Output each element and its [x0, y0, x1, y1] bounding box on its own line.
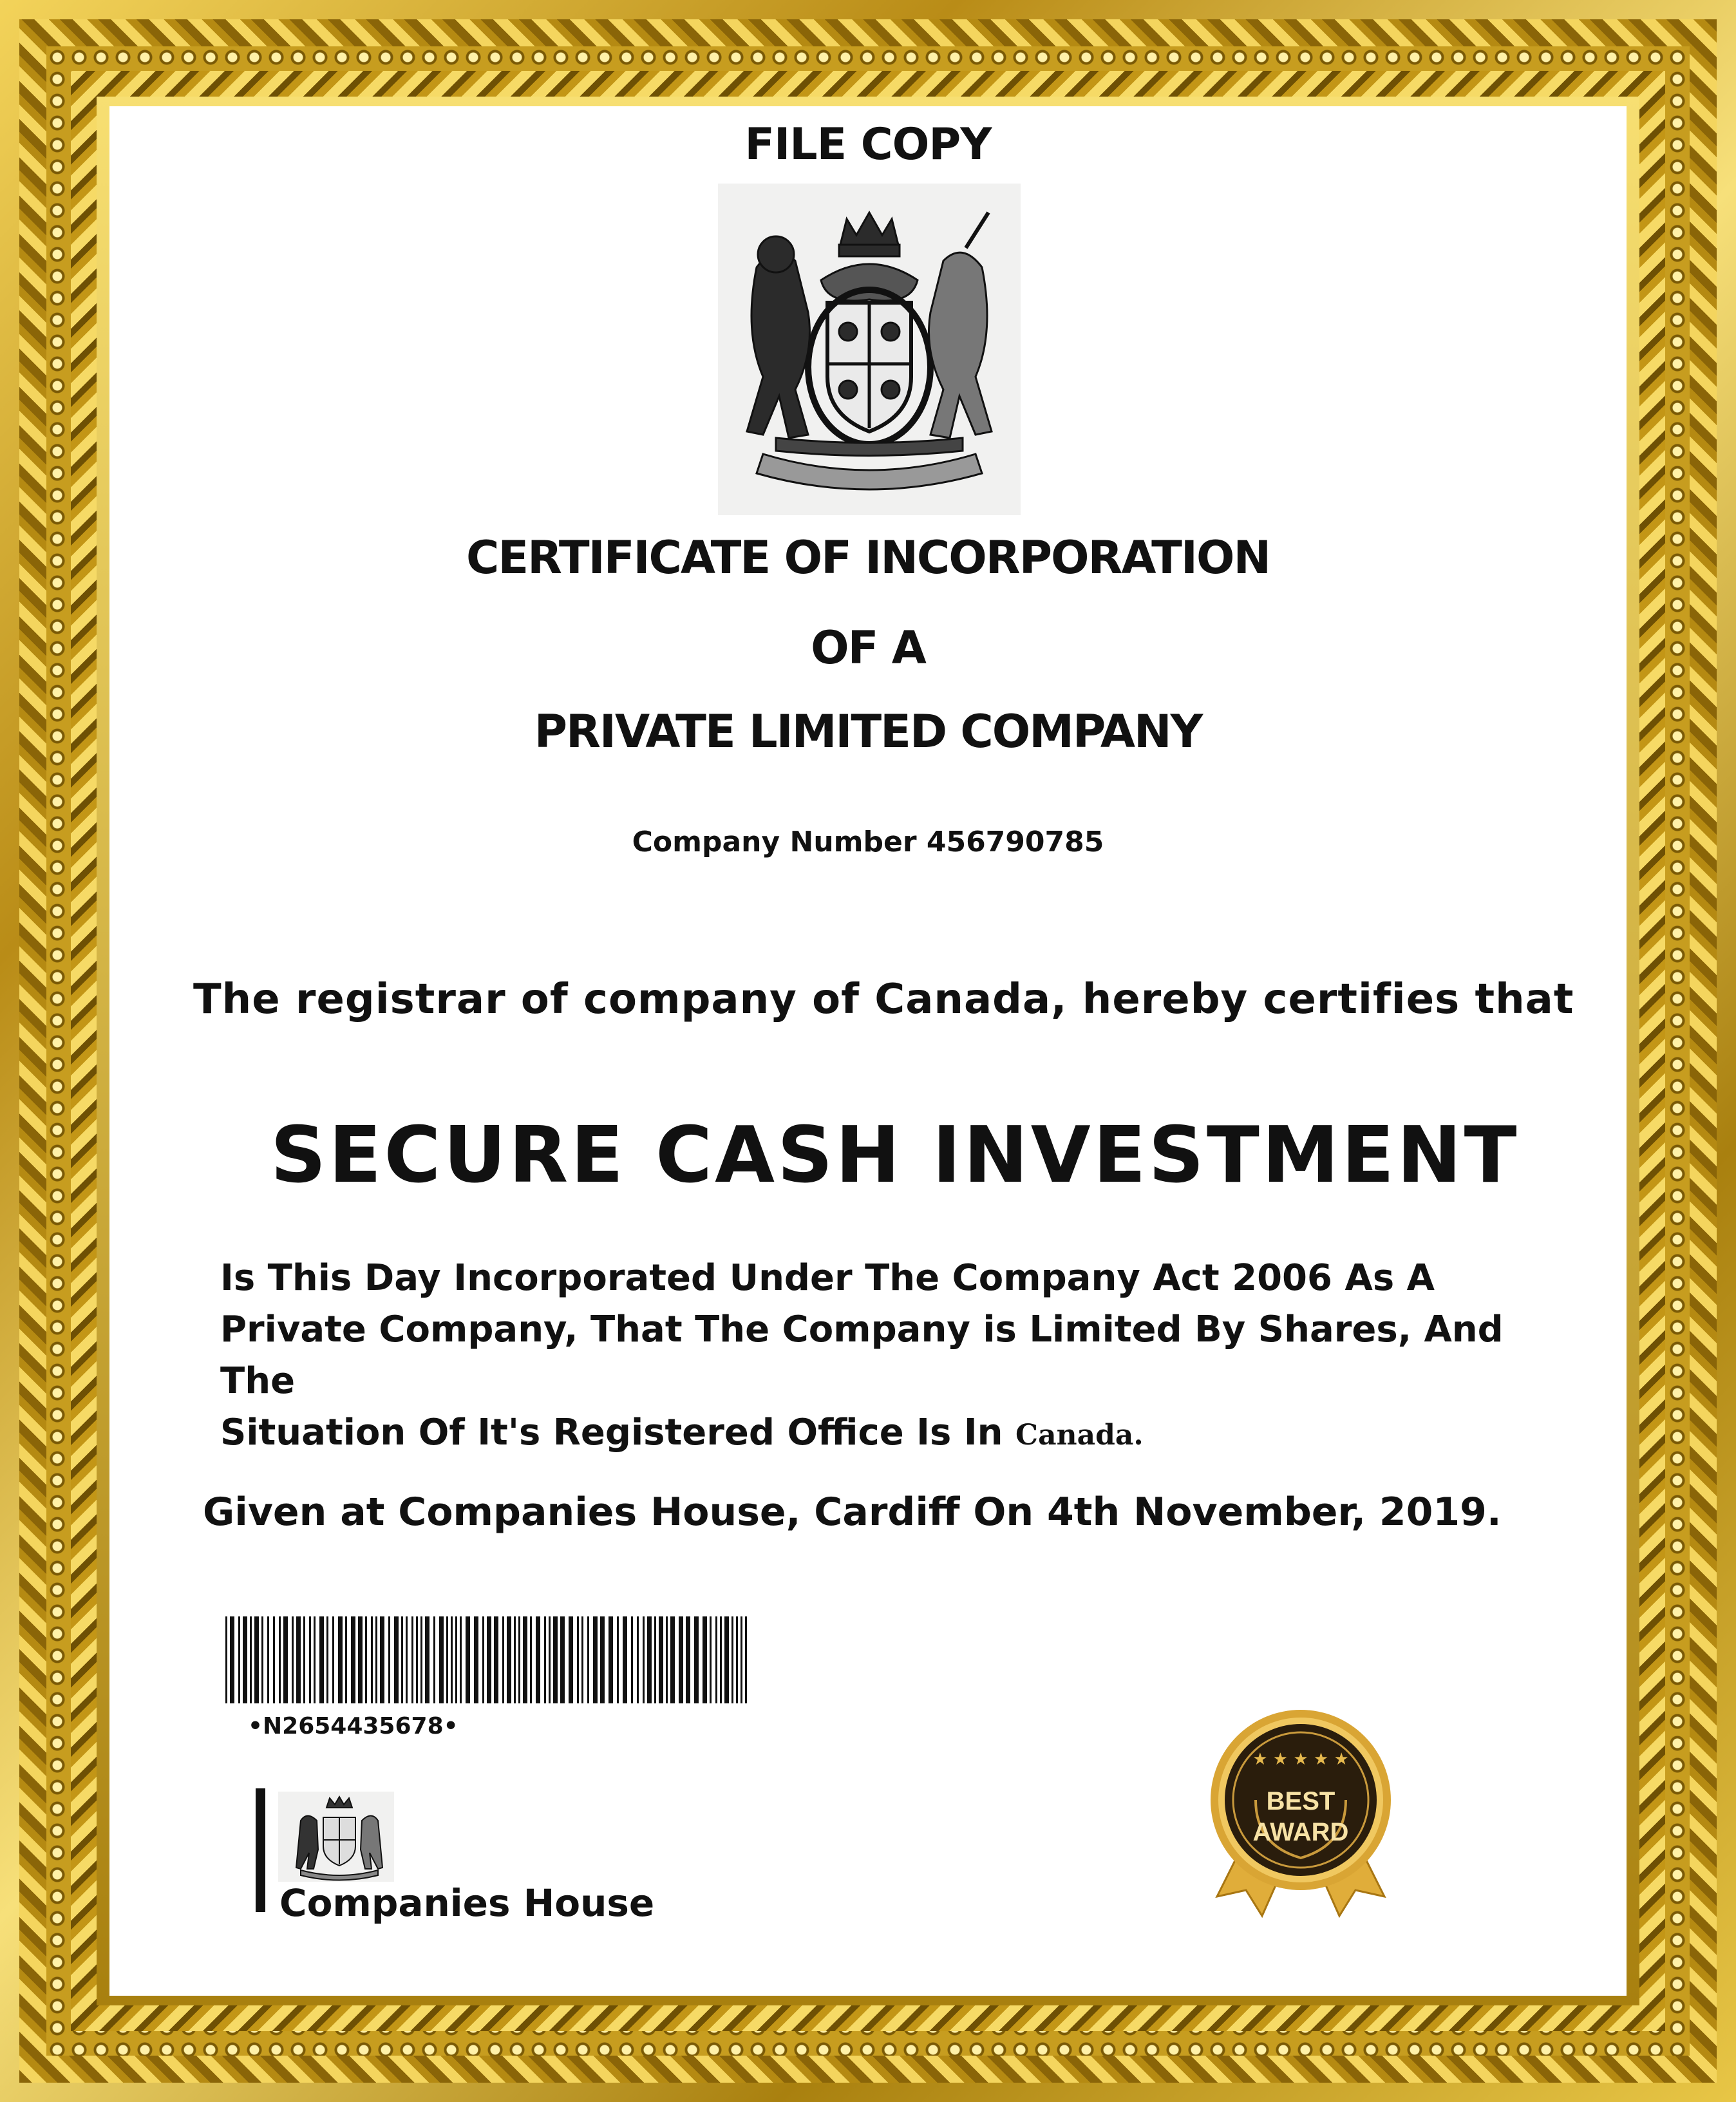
barcode-bar: [502, 1616, 504, 1703]
barcode-bar: [581, 1616, 583, 1703]
barcode-bar: [406, 1616, 408, 1703]
incorporation-line-3: [220, 1407, 1572, 1461]
barcode-bar: [238, 1616, 240, 1703]
barcode-bar: [720, 1616, 722, 1703]
barcode-bar: [631, 1616, 633, 1703]
barcode-bar: [319, 1616, 324, 1703]
barcode-bar: [593, 1616, 598, 1703]
barcode-bar: [451, 1616, 453, 1703]
incorporation-line-2: Private Company, That The Company is Limited By Shares, And The: [220, 1309, 1504, 1402]
certificate-title-line-1: CERTIFICATE OF INCORPORATION: [466, 531, 1270, 584]
barcode-bar: [623, 1616, 627, 1703]
barcode-bar: [345, 1616, 347, 1703]
barcode-bar: [715, 1616, 717, 1703]
barcode-bar: [243, 1616, 247, 1703]
barcode-bar: [686, 1616, 690, 1703]
barcode-bar: [225, 1616, 227, 1703]
certificate-title-line-2: OF A: [811, 621, 925, 674]
barcode-bar: [375, 1616, 377, 1703]
barcode-bar: [425, 1616, 429, 1703]
barcode-bar: [487, 1616, 491, 1703]
companies-house-divider: [256, 1788, 265, 1912]
svg-text:★ ★ ★ ★ ★: ★ ★ ★ ★ ★: [1252, 1750, 1349, 1769]
given-at-statement: Given at Companies House, Cardiff On 4th November, 2019.: [203, 1490, 1502, 1535]
barcode-bar: [433, 1616, 435, 1703]
company-number: Company Number 456790785: [632, 826, 1104, 858]
barcode-bar: [560, 1616, 565, 1703]
company-name: SECURE CASH INVESTMENT: [270, 1111, 1520, 1200]
barcode-bar: [670, 1616, 675, 1703]
barcode-bar: [326, 1616, 328, 1703]
barcode-bar: [380, 1616, 384, 1703]
barcode-bar: [292, 1616, 294, 1703]
barcode-bar: [679, 1616, 683, 1703]
incorporation-line-3-text: Situation Of It's Registered Office Is In: [220, 1412, 1016, 1453]
barcode-bar: [617, 1616, 619, 1703]
barcode-bar: [332, 1616, 334, 1703]
barcode-bar: [303, 1616, 305, 1703]
barcode-bar: [507, 1616, 511, 1703]
barcode-bar: [460, 1616, 462, 1703]
barcode-bar: [694, 1616, 699, 1703]
barcode-bar: [530, 1616, 532, 1703]
barcode-bar: [523, 1616, 527, 1703]
barcode-bar: [544, 1616, 546, 1703]
barcode-bar: [230, 1616, 234, 1703]
barcode-bar: [250, 1616, 252, 1703]
barcode-bar: [647, 1616, 652, 1703]
certificate-paper: [109, 106, 1627, 1996]
barcode-bar: [518, 1616, 520, 1703]
barcode-bar: [296, 1616, 301, 1703]
barcode-bar: [420, 1616, 422, 1703]
barcode-bar: [553, 1616, 558, 1703]
barcode-bar: [587, 1616, 589, 1703]
barcode-bar: [600, 1616, 605, 1703]
barcode-bar: [514, 1616, 516, 1703]
barcode-bar: [643, 1616, 645, 1703]
barcode-bar: [279, 1616, 281, 1703]
barcode-bar: [267, 1616, 269, 1703]
barcode-bar: [394, 1616, 399, 1703]
barcode-bar: [273, 1616, 275, 1703]
barcode-bar: [439, 1616, 444, 1703]
barcode-bar: [371, 1616, 373, 1703]
barcode-bar: [283, 1616, 288, 1703]
barcode-bar: [569, 1616, 573, 1703]
registrar-statement: The registrar of company of Canada, hereby certifies that: [193, 976, 1574, 1023]
incorporation-statement: [220, 1253, 1572, 1461]
barcode-number: •N2654435678•: [248, 1713, 458, 1739]
barcode-bar: [654, 1616, 656, 1703]
barcode-bar: [482, 1616, 484, 1703]
barcode-bar: [309, 1616, 311, 1703]
barcode-bar: [536, 1616, 540, 1703]
award-line-2: AWARD: [1252, 1818, 1349, 1846]
barcode-bar: [358, 1616, 363, 1703]
barcode-bar: [736, 1616, 738, 1703]
barcode-bar: [388, 1616, 390, 1703]
barcode-bar: [609, 1616, 613, 1703]
certificate-title-line-3: PRIVATE LIMITED COMPANY: [534, 705, 1202, 758]
incorporation-line-1: Is This Day Incorporated Under The Company Act 2006 As A: [220, 1257, 1435, 1299]
barcode-bar: [411, 1616, 413, 1703]
barcode-bar: [577, 1616, 579, 1703]
barcode-bar: [666, 1616, 668, 1703]
barcode-bar: [455, 1616, 457, 1703]
barcode-bar: [741, 1616, 742, 1703]
barcode-bar: [549, 1616, 551, 1703]
barcode: [225, 1616, 750, 1703]
registered-location: Canada.: [1015, 1419, 1144, 1452]
barcode-bar: [351, 1616, 355, 1703]
companies-house-label: Companies House: [279, 1881, 655, 1925]
barcode-bar: [731, 1616, 733, 1703]
barcode-bar: [710, 1616, 712, 1703]
barcode-bar: [659, 1616, 663, 1703]
barcode-bar: [724, 1616, 729, 1703]
barcode-bar: [446, 1616, 448, 1703]
barcode-bar: [703, 1616, 707, 1703]
royal-crest-icon: [718, 184, 1021, 515]
barcode-bar: [401, 1616, 403, 1703]
barcode-bar: [365, 1616, 367, 1703]
barcode-bar: [494, 1616, 498, 1703]
barcode-bar: [261, 1616, 263, 1703]
barcode-bar: [637, 1616, 639, 1703]
barcode-bar: [338, 1616, 343, 1703]
barcode-bar: [314, 1616, 316, 1703]
barcode-bar: [474, 1616, 478, 1703]
barcode-bar: [254, 1616, 259, 1703]
file-copy-heading: FILE COPY: [744, 119, 992, 170]
award-line-1: BEST: [1266, 1787, 1335, 1815]
companies-house-crest-icon: [278, 1792, 394, 1882]
barcode-bar: [416, 1616, 418, 1703]
barcode-bar: [745, 1616, 747, 1703]
barcode-bar: [466, 1616, 470, 1703]
award-seal-icon: [1204, 1703, 1397, 1922]
